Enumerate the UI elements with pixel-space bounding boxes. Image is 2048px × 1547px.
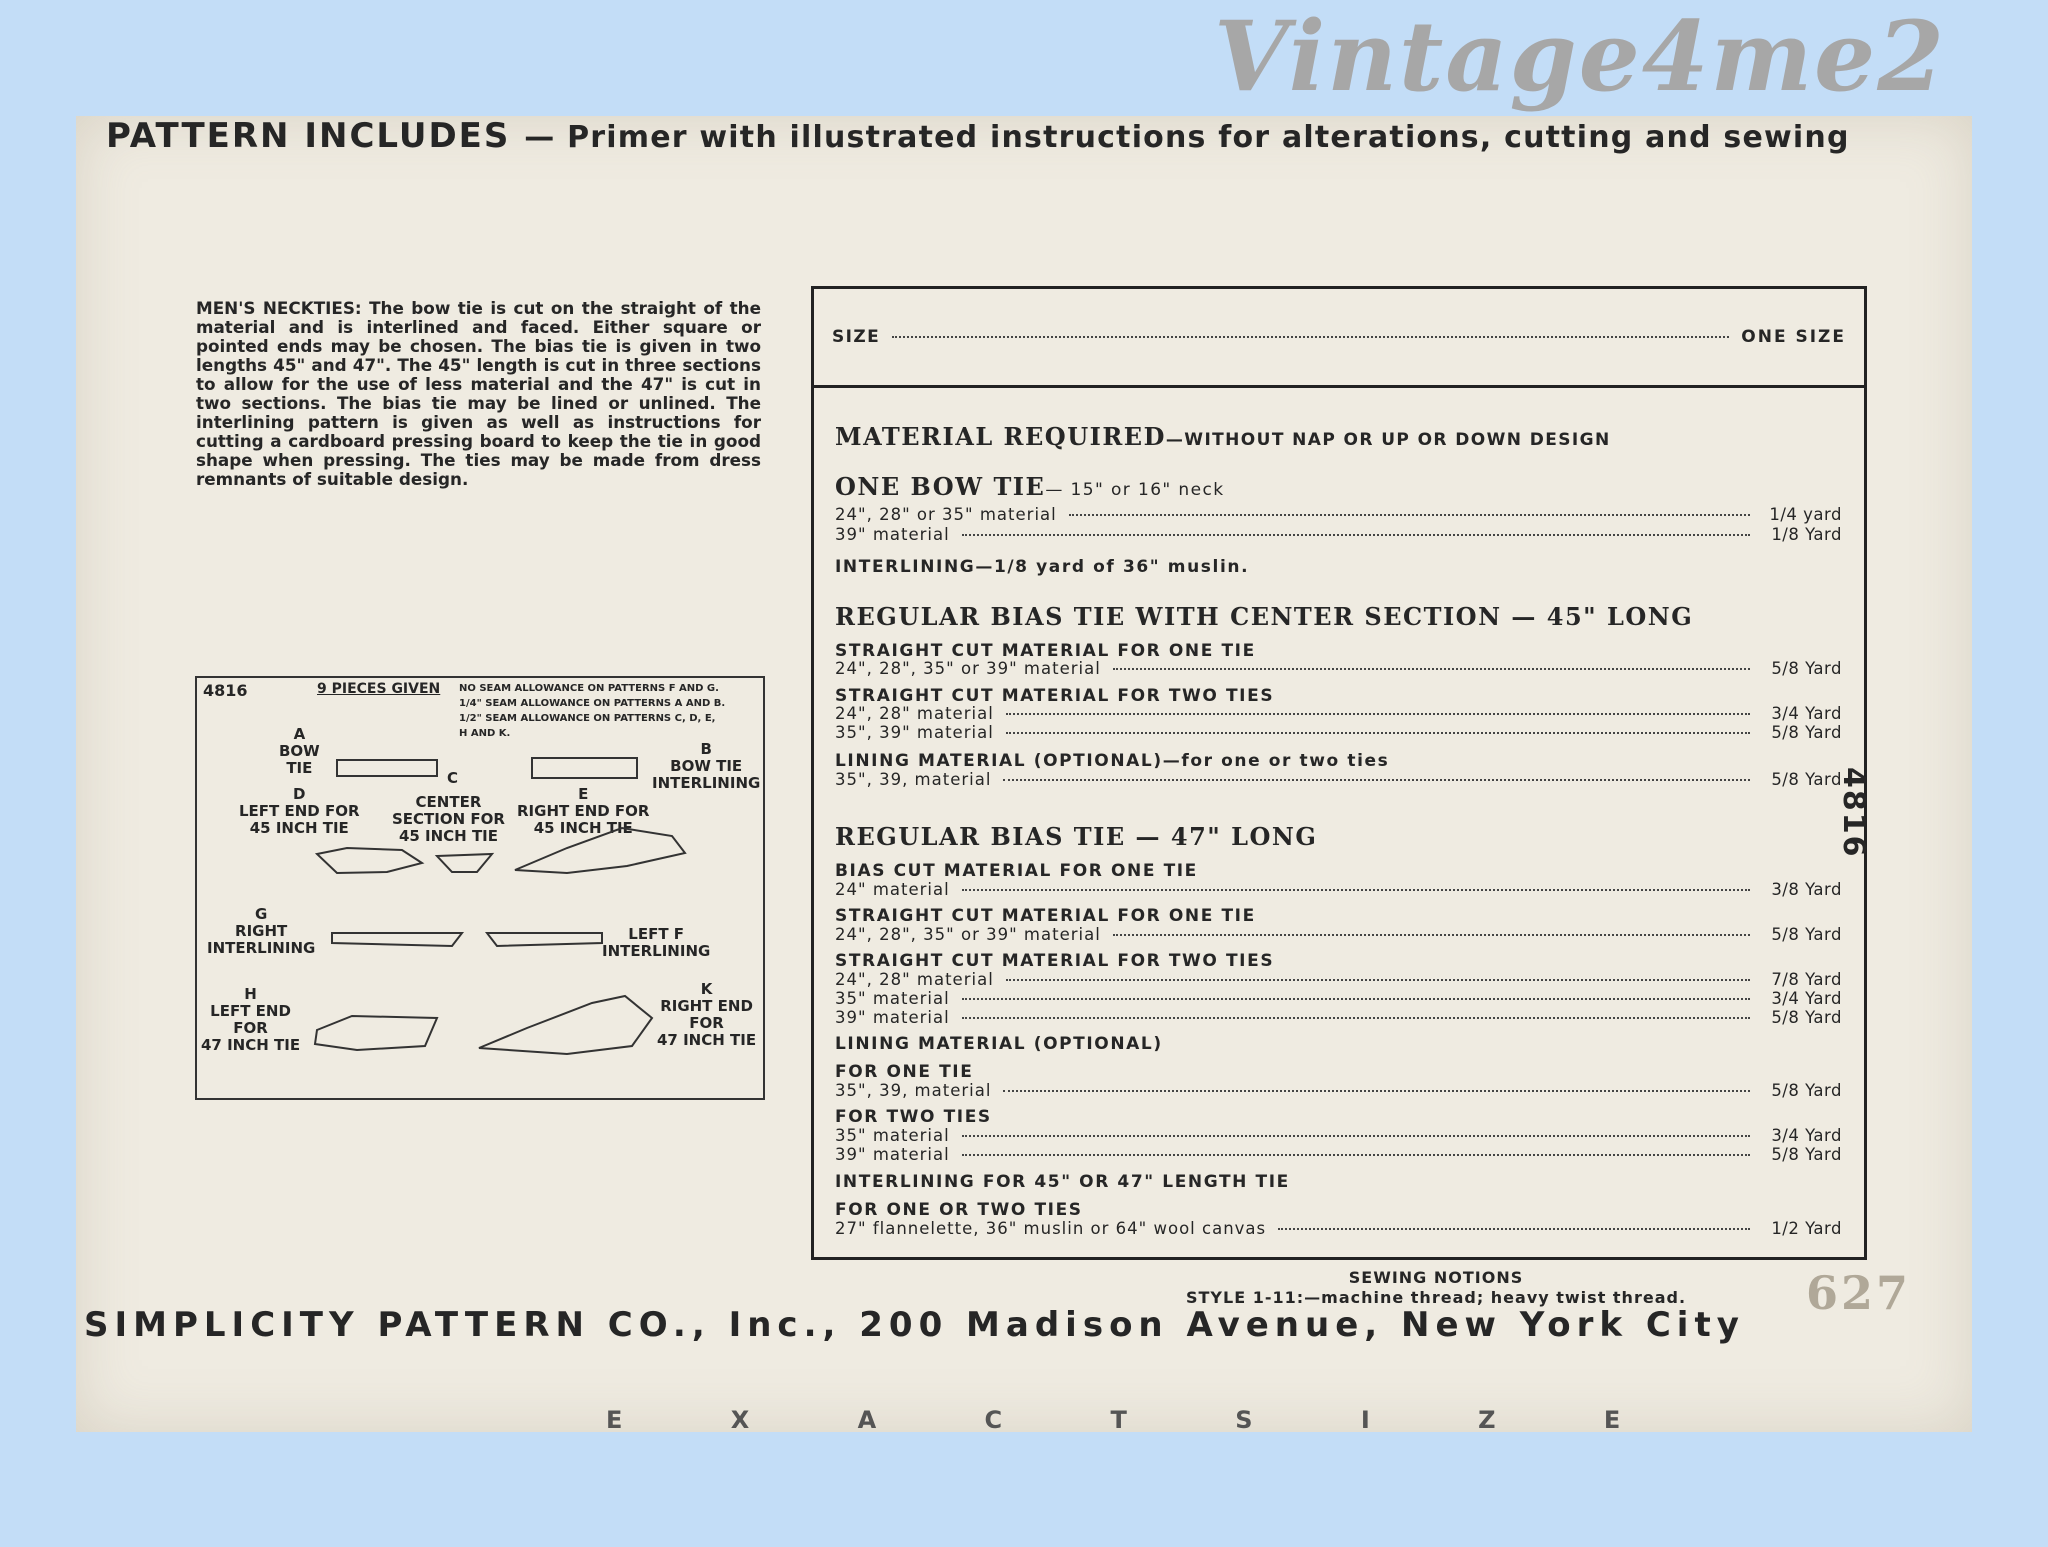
material-row: 24", 28" material 3/4 Yard bbox=[835, 704, 1842, 723]
group-label: STRAIGHT CUT MATERIAL FOR TWO TIES bbox=[835, 951, 1275, 971]
material-row: 39" material 1/8 Yard bbox=[835, 525, 1842, 544]
material-row: 24" material 3/8 Yard bbox=[835, 880, 1842, 899]
size-value: ONE SIZE bbox=[1741, 327, 1846, 347]
material-table bbox=[811, 286, 1867, 1260]
material-row: 39" material 5/8 Yard bbox=[835, 1145, 1842, 1164]
sewing-notions bbox=[1086, 1268, 1786, 1308]
material-row: 35", 39" material 5/8 Yard bbox=[835, 723, 1842, 742]
piece-k-shape bbox=[479, 996, 652, 1054]
piece-c-shape bbox=[437, 854, 492, 872]
group-label: FOR TWO TIES bbox=[835, 1107, 992, 1127]
label-h: H LEFT END FOR 47 INCH TIE bbox=[201, 985, 301, 1054]
diagram-number: 4816 bbox=[203, 681, 248, 700]
company-address: SIMPLICITY PATTERN CO., Inc., 200 Madison Avenue, New York City bbox=[84, 1305, 1745, 1345]
pattern-shapes bbox=[197, 678, 763, 1098]
group-label: LINING MATERIAL (OPTIONAL) bbox=[835, 1034, 1163, 1054]
material-row: 24", 28" material 7/8 Yard bbox=[835, 970, 1842, 989]
seam-note: 1/4" SEAM ALLOWANCE ON PATTERNS A AND B. bbox=[459, 698, 726, 709]
seam-note: NO SEAM ALLOWANCE ON PATTERNS F AND G. bbox=[459, 683, 719, 694]
bow-interlining: INTERLINING—1/8 yard of 36" muslin. bbox=[835, 557, 1250, 577]
notions-title: SEWING NOTIONS bbox=[1348, 1268, 1524, 1287]
material-row: 35", 39, material 5/8 Yard bbox=[835, 770, 1842, 789]
piece-e-shape bbox=[515, 828, 685, 873]
label-a: A BOW TIE bbox=[279, 725, 320, 777]
group-label: STRAIGHT CUT MATERIAL FOR ONE TIE bbox=[835, 906, 1256, 926]
material-row: 27" flannelette, 36" muslin or 64" wool canvas 1/2 Yard bbox=[835, 1219, 1842, 1238]
size-label: SIZE bbox=[832, 327, 881, 347]
piece-b-shape bbox=[532, 758, 637, 778]
group-label: STRAIGHT CUT MATERIAL FOR ONE TIE bbox=[835, 641, 1256, 661]
material-row: 24", 28", 35" or 39" material 5/8 Yard bbox=[835, 925, 1842, 944]
label-k: K RIGHT END FOR 47 INCH TIE bbox=[657, 980, 757, 1049]
group-label: STRAIGHT CUT MATERIAL FOR TWO TIES bbox=[835, 686, 1275, 706]
label-g: G RIGHT INTERLINING bbox=[207, 905, 316, 957]
side-pattern-number: 4816 bbox=[1836, 767, 1871, 859]
material-row: 24", 28", 35" or 39" material 5/8 Yard bbox=[835, 659, 1842, 678]
bias45-heading: REGULAR BIAS TIE WITH CENTER SECTION — 45" LONG bbox=[835, 602, 1694, 631]
size-row bbox=[814, 289, 1864, 388]
material-row: 24", 28" or 35" material 1/4 yard bbox=[835, 505, 1842, 524]
material-row: 35" material 3/4 Yard bbox=[835, 989, 1842, 1008]
label-e: E RIGHT END FOR 45 INCH TIE bbox=[517, 785, 650, 837]
bow-tie-heading: ONE BOW TIE— 15" or 16" neck bbox=[835, 472, 1225, 501]
pattern-envelope bbox=[76, 116, 1972, 1432]
notions-text: STYLE 1-11:—machine thread; heavy twist thread. bbox=[1185, 1288, 1687, 1307]
label-center-section: CENTER SECTION FOR 45 INCH TIE bbox=[392, 793, 505, 845]
header-rest: — Primer with illustrated instructions for alterations, cutting and sewing bbox=[524, 120, 1850, 155]
piece-h-shape bbox=[315, 1016, 437, 1050]
group-label: INTERLINING FOR 45" OR 47" LENGTH TIE bbox=[835, 1172, 1290, 1192]
pattern-includes-header bbox=[106, 116, 1886, 156]
diagram-pieces-count: 9 PIECES GIVEN bbox=[317, 681, 441, 697]
piece-d-shape bbox=[317, 848, 422, 873]
watermark-logo: Vintage4me2 bbox=[1213, 0, 1947, 113]
bottom-partial-text: E X A C T S I Z E bbox=[606, 1406, 1671, 1434]
group-label: LINING MATERIAL (OPTIONAL)—for one or two ties bbox=[835, 751, 1390, 771]
group-label: FOR ONE OR TWO TIES bbox=[835, 1200, 1083, 1220]
pattern-pieces-diagram bbox=[195, 676, 765, 1100]
group-label: FOR ONE TIE bbox=[835, 1062, 974, 1082]
label-f: LEFT F INTERLINING bbox=[602, 925, 711, 960]
material-heading: MATERIAL REQUIRED—WITHOUT NAP OR UP OR DOWN DESIGN bbox=[835, 422, 1611, 451]
material-row: 35", 39, material 5/8 Yard bbox=[835, 1081, 1842, 1100]
label-b: B BOW TIE INTERLINING bbox=[652, 740, 761, 792]
bias47-heading: REGULAR BIAS TIE — 47" LONG bbox=[835, 822, 1318, 851]
material-row: 35" material 3/4 Yard bbox=[835, 1126, 1842, 1145]
label-c: C bbox=[447, 769, 459, 787]
seam-note: 1/2" SEAM ALLOWANCE ON PATTERNS C, D, E, bbox=[459, 713, 716, 724]
piece-f-shape bbox=[487, 933, 602, 946]
seam-note: H AND K. bbox=[459, 728, 511, 739]
piece-a-shape bbox=[337, 760, 437, 776]
stamp-number: 627 bbox=[1806, 1266, 1912, 1320]
group-label: BIAS CUT MATERIAL FOR ONE TIE bbox=[835, 861, 1198, 881]
neckties-description: MEN'S NECKTIES: The bow tie is cut on the straight of the material and is interlined and faced. Either square or pointed ends may be chosen. The bias tie is given in two lengths 45" and 47". The 45" length is cut in three sections to allow for the use of less material and the 47" is cut in two sections. The bias tie may be lined or unlined. The interlining pattern is given as well as instructions for cutting a cardboard pressing board to keep the tie in good shape when pressing. The ties may be made from dress remnants of suitable design. bbox=[196, 298, 761, 489]
material-row: 39" material 5/8 Yard bbox=[835, 1008, 1842, 1027]
header-title: PATTERN INCLUDES bbox=[106, 116, 511, 156]
label-d: D LEFT END FOR 45 INCH TIE bbox=[239, 785, 360, 837]
piece-g-shape bbox=[332, 933, 462, 946]
